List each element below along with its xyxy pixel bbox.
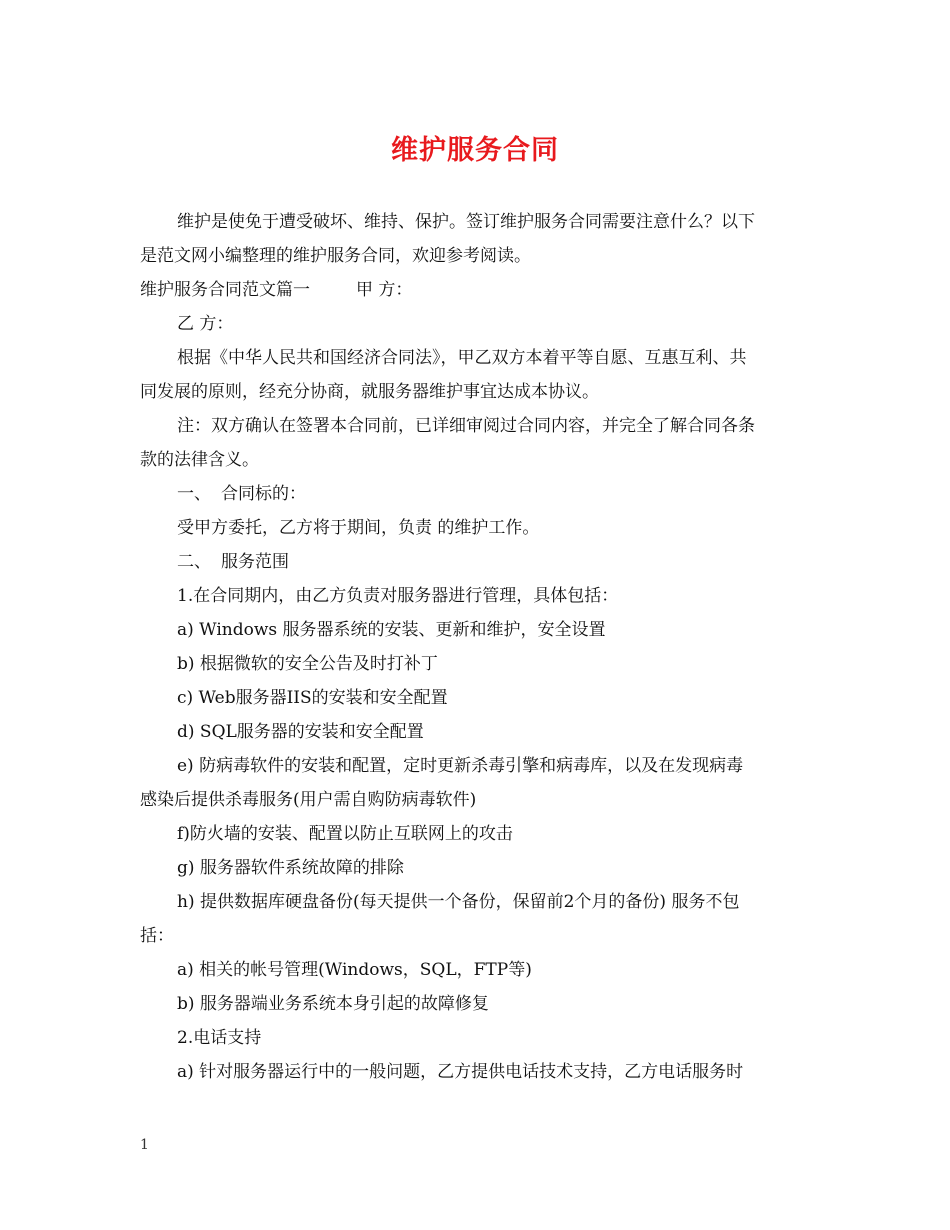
clause-title: 合同标的： — [221, 484, 306, 504]
paragraph-line: 1.在合同期内，由乙方负责对服务器进行管理，具体包括： — [177, 586, 619, 606]
list-item: d) SQL服务器的安装和安全配置 — [177, 722, 424, 742]
paragraph-line: 受甲方委托，乙方将于期间，负责 的维护工作。 — [177, 518, 540, 538]
paragraph-line: 维护是使免于遭受破坏、维持、保护。签订维护服务合同需要注意什么？以下 — [177, 212, 755, 232]
clause-heading — [140, 545, 820, 579]
party-b-label: 乙 方： — [177, 314, 234, 334]
paragraph-line: 款的法律含义。 — [140, 450, 259, 470]
list-item: h) 提供数据库硬盘备份(每天提供一个备份，保留前2个月的备份) 服务不包 — [177, 892, 740, 912]
list-item: e) 防病毒软件的安装和配置，定时更新杀毒引擎和病毒库，以及在发现病毒 — [177, 756, 744, 776]
clause-number: 一、 — [177, 484, 211, 504]
document-body — [140, 205, 820, 1089]
list-item: a) Windows 服务器系统的安装、更新和维护，安全设置 — [177, 620, 606, 640]
paragraph-line: 2.电话支持 — [177, 1028, 262, 1048]
list-item-continued: 括： — [140, 926, 174, 946]
paragraph-line: 注：双方确认在签署本合同前，已详细审阅过合同内容，并完全了解合同各条 — [177, 416, 755, 436]
paragraph-line: 根据《中华人民共和国经济合同法》，甲乙双方本着平等自愿、互惠互利、共 — [177, 348, 747, 368]
list-item: f)防火墙的安装、配置以防止互联网上的攻击 — [177, 824, 513, 844]
paragraph-line: 是范文网小编整理的维护服务合同，欢迎参考阅读。 — [140, 246, 531, 266]
list-item: c) Web服务器IIS的安装和安全配置 — [177, 688, 448, 708]
list-item: b) 根据微软的安全公告及时打补丁 — [177, 654, 438, 674]
party-a-label: 甲 方： — [356, 280, 413, 300]
section-heading: 维护服务合同范文篇一 — [140, 280, 310, 300]
list-item-continued: 感染后提供杀毒服务(用户需自购防病毒软件) — [140, 790, 477, 810]
list-item: g) 服务器软件系统故障的排除 — [177, 858, 404, 878]
clause-title: 服务范围 — [221, 552, 289, 572]
document-title: 维护服务合同 — [391, 135, 559, 166]
paragraph-line — [140, 273, 820, 307]
list-item: b) 服务器端业务系统本身引起的故障修复 — [177, 994, 489, 1014]
paragraph-line: 同发展的原则，经充分协商，就服务器维护事宜达成本协议。 — [140, 382, 599, 402]
list-item: a) 相关的帐号管理(Windows，SQL，FTP等) — [177, 960, 532, 980]
clause-heading — [140, 477, 820, 511]
page-number: 1 — [140, 1137, 149, 1153]
list-item: a) 针对服务器运行中的一般问题，乙方提供电话技术支持，乙方电话服务时 — [177, 1062, 744, 1082]
clause-number: 二、 — [177, 552, 211, 572]
